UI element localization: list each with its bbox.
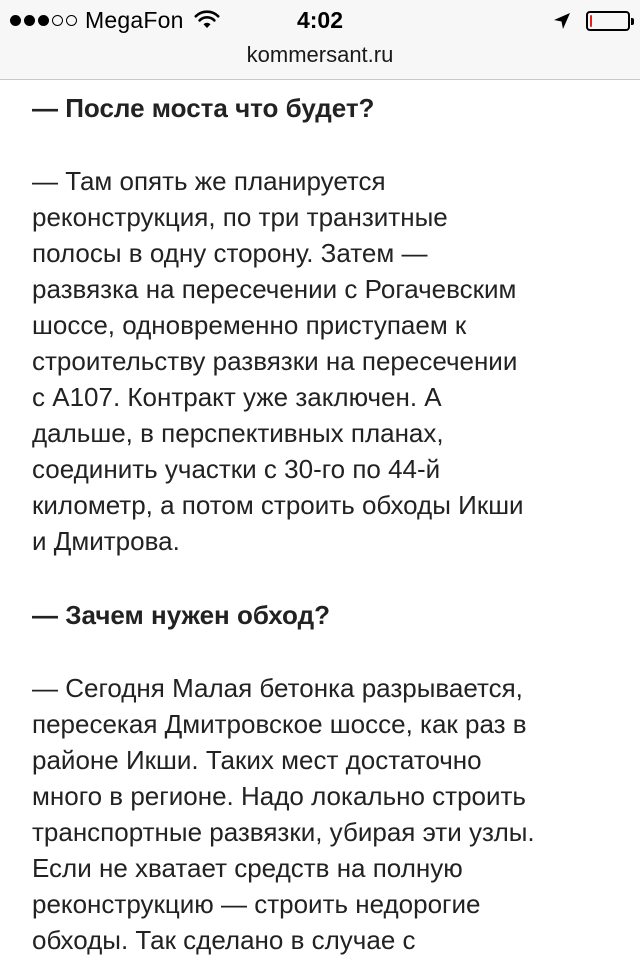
answer-line: полосы в одну сторону. Затем — — [32, 238, 428, 268]
status-right-group — [552, 8, 630, 34]
carrier-name: MegaFon — [85, 6, 184, 33]
interview-answer — [32, 670, 622, 958]
answer-line: и Дмитрова. — [32, 526, 180, 556]
answer-line: — Сегодня Малая бетонка разрывается, — [32, 673, 523, 703]
battery-level-fill — [590, 15, 592, 27]
answer-line: — Там опять же планируется — [32, 166, 386, 196]
answer-line: с А107. Контракт уже заключен. А — [32, 382, 442, 412]
answer-line: обходы. Так сделано в случае с — [32, 925, 416, 955]
interview-question: — После моста что будет? — [32, 93, 375, 123]
answer-line: районе Икши. Таких мест достаточно — [32, 745, 482, 775]
answer-line: реконструкцию — строить недорогие — [32, 889, 481, 919]
answer-line: соединить участки с 30-го по 44-й — [32, 454, 441, 484]
answer-line: пересекая Дмитровское шоссе, как раз в — [32, 709, 527, 739]
interview-question: — Зачем нужен обход? — [32, 600, 330, 630]
article-body — [32, 90, 622, 958]
location-arrow-icon — [552, 11, 572, 31]
clock: 4:02 — [296, 7, 344, 33]
answer-line: транспортные развязки, убирая эти узлы. — [32, 817, 535, 847]
answer-line: дальше, в перспективных планах, — [32, 418, 444, 448]
answer-line: шоссе, одновременно приступаем к — [32, 310, 467, 340]
answer-line: реконструкция, по три транзитные — [32, 202, 448, 232]
answer-line: строительству развязки на пересечении — [32, 346, 518, 376]
answer-line: Если не хватает средств на полную — [32, 853, 463, 883]
status-bar — [0, 0, 640, 40]
battery-tip — [631, 18, 634, 25]
interview-answer — [32, 163, 622, 559]
battery-icon — [586, 11, 630, 31]
browser-top-bar — [0, 0, 640, 80]
address-bar-url[interactable]: kommersant.ru — [246, 42, 394, 67]
answer-line: развязка на пересечении с Рогачевским — [32, 274, 517, 304]
answer-line: много в регионе. Надо локально строить — [32, 781, 526, 811]
answer-line: километр, а потом строить обходы Икши — [32, 490, 524, 520]
